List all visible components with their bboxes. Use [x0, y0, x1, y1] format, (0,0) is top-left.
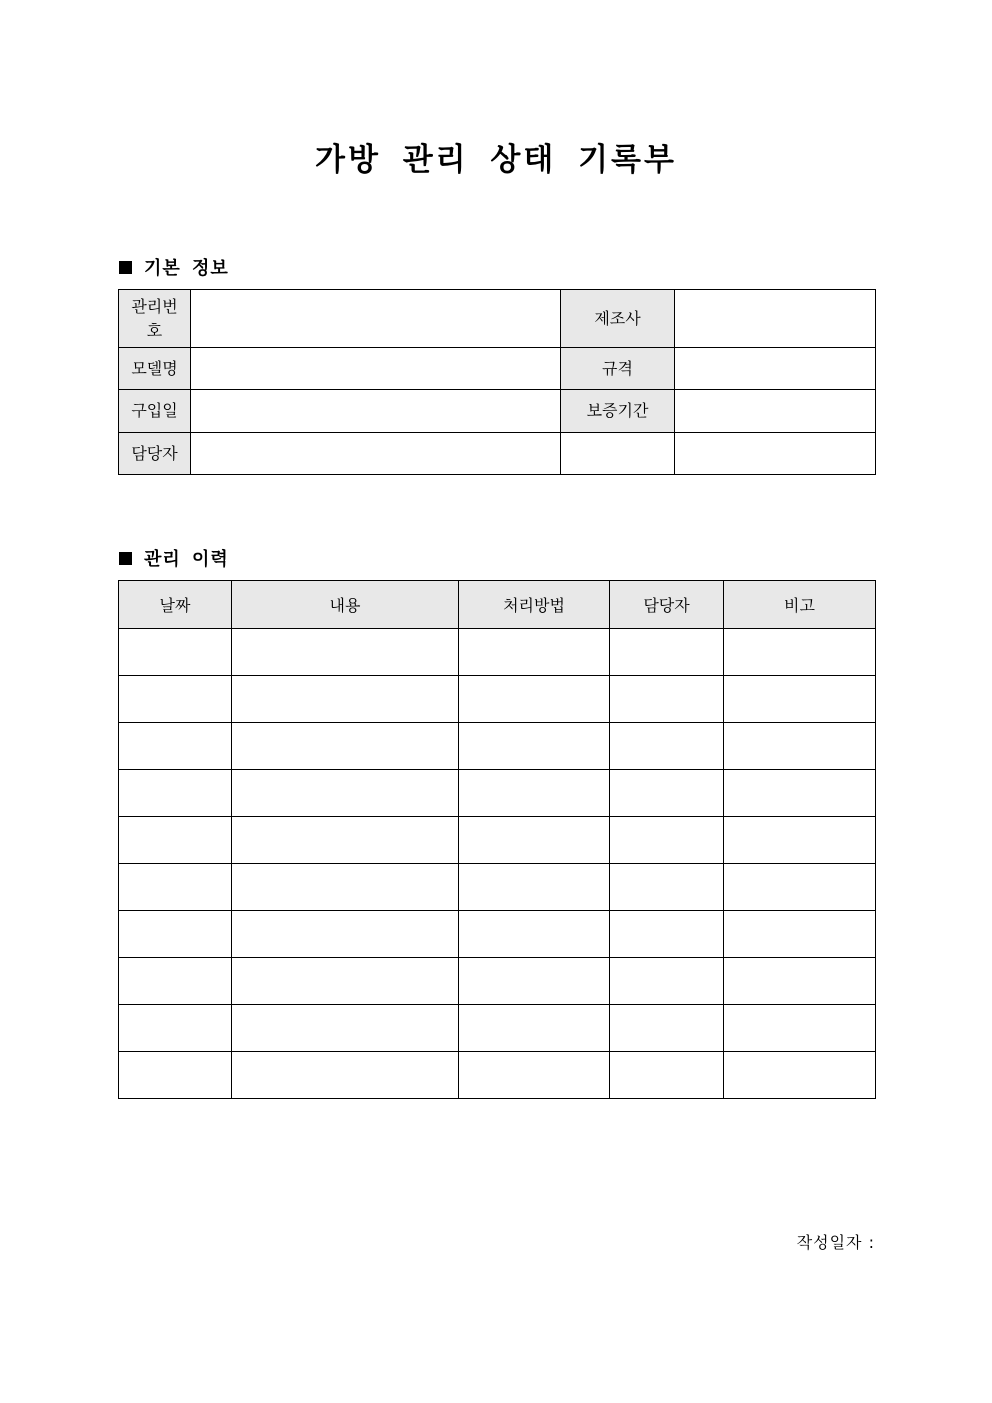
method-cell[interactable]: [459, 1052, 610, 1099]
remarks-cell[interactable]: [724, 676, 876, 723]
manager-cell[interactable]: [610, 1052, 724, 1099]
label-manager: 담당자: [119, 433, 191, 475]
basic-info-row: [119, 433, 876, 475]
page-title: 가방 관리 상태 기록부: [315, 142, 677, 178]
column-header-remarks: 비고: [724, 581, 876, 629]
table-row: [119, 1052, 876, 1099]
history-table: [118, 580, 876, 1099]
label-model-name: 모델명: [119, 348, 191, 390]
table-row: [119, 864, 876, 911]
table-row: [119, 817, 876, 864]
remarks-cell[interactable]: [724, 817, 876, 864]
date-cell[interactable]: [119, 770, 232, 817]
history-heading-text: 관리 이력: [144, 549, 229, 570]
history-heading: [119, 545, 229, 571]
label-warranty-period: 보증기간: [561, 390, 675, 433]
date-cell[interactable]: [119, 864, 232, 911]
method-cell[interactable]: [459, 958, 610, 1005]
manager-cell[interactable]: [610, 958, 724, 1005]
content-cell[interactable]: [232, 958, 459, 1005]
remarks-cell[interactable]: [724, 629, 876, 676]
content-cell[interactable]: [232, 723, 459, 770]
value-model-name[interactable]: [191, 348, 561, 390]
basic-info-table: [118, 289, 876, 475]
date-cell[interactable]: [119, 676, 232, 723]
table-row: [119, 723, 876, 770]
method-cell[interactable]: [459, 770, 610, 817]
label-spec: 규격: [561, 348, 675, 390]
manager-cell[interactable]: [610, 770, 724, 817]
label-manufacturer: 제조사: [561, 290, 675, 348]
column-header-content: 내용: [232, 581, 459, 629]
content-cell[interactable]: [232, 911, 459, 958]
content-cell[interactable]: [232, 629, 459, 676]
date-cell[interactable]: [119, 723, 232, 770]
date-cell[interactable]: [119, 629, 232, 676]
label-management-number: 관리번호: [119, 290, 191, 348]
content-cell[interactable]: [232, 1052, 459, 1099]
basic-info-row: [119, 290, 876, 348]
manager-cell[interactable]: [610, 911, 724, 958]
table-row: [119, 770, 876, 817]
label-purchase-date: 구입일: [119, 390, 191, 433]
history-header-row: [119, 581, 876, 629]
content-cell[interactable]: [232, 864, 459, 911]
method-cell[interactable]: [459, 864, 610, 911]
method-cell[interactable]: [459, 1005, 610, 1052]
table-row: [119, 629, 876, 676]
column-header-method: 처리방법: [459, 581, 610, 629]
table-row: [119, 911, 876, 958]
content-cell[interactable]: [232, 817, 459, 864]
empty-cell[interactable]: [675, 433, 876, 475]
remarks-cell[interactable]: [724, 958, 876, 1005]
method-cell[interactable]: [459, 629, 610, 676]
manager-cell[interactable]: [610, 723, 724, 770]
remarks-cell[interactable]: [724, 864, 876, 911]
empty-cell[interactable]: [561, 433, 675, 475]
basic-info-row: [119, 390, 876, 433]
date-cell[interactable]: [119, 817, 232, 864]
method-cell[interactable]: [459, 676, 610, 723]
value-spec[interactable]: [675, 348, 876, 390]
remarks-cell[interactable]: [724, 1052, 876, 1099]
column-header-date: 날짜: [119, 581, 232, 629]
manager-cell[interactable]: [610, 817, 724, 864]
method-cell[interactable]: [459, 723, 610, 770]
remarks-cell[interactable]: [724, 770, 876, 817]
value-management-number[interactable]: [191, 290, 561, 348]
date-cell[interactable]: [119, 911, 232, 958]
content-cell[interactable]: [232, 1005, 459, 1052]
square-bullet-icon: [119, 552, 132, 565]
date-cell[interactable]: [119, 1005, 232, 1052]
basic-info-heading: [119, 254, 229, 280]
method-cell[interactable]: [459, 817, 610, 864]
value-warranty-period[interactable]: [675, 390, 876, 433]
basic-info-row: [119, 348, 876, 390]
value-purchase-date[interactable]: [191, 390, 561, 433]
manager-cell[interactable]: [610, 629, 724, 676]
content-cell[interactable]: [232, 676, 459, 723]
written-date-label: 작성일자 :: [796, 1233, 875, 1252]
manager-cell[interactable]: [610, 676, 724, 723]
remarks-cell[interactable]: [724, 1005, 876, 1052]
method-cell[interactable]: [459, 911, 610, 958]
table-row: [119, 958, 876, 1005]
table-row: [119, 1005, 876, 1052]
date-cell[interactable]: [119, 1052, 232, 1099]
remarks-cell[interactable]: [724, 911, 876, 958]
date-cell[interactable]: [119, 958, 232, 1005]
value-manager[interactable]: [191, 433, 561, 475]
table-row: [119, 676, 876, 723]
basic-info-heading-text: 기본 정보: [144, 258, 229, 279]
manager-cell[interactable]: [610, 864, 724, 911]
value-manufacturer[interactable]: [675, 290, 876, 348]
square-bullet-icon: [119, 261, 132, 274]
column-header-manager: 담당자: [610, 581, 724, 629]
remarks-cell[interactable]: [724, 723, 876, 770]
manager-cell[interactable]: [610, 1005, 724, 1052]
content-cell[interactable]: [232, 770, 459, 817]
